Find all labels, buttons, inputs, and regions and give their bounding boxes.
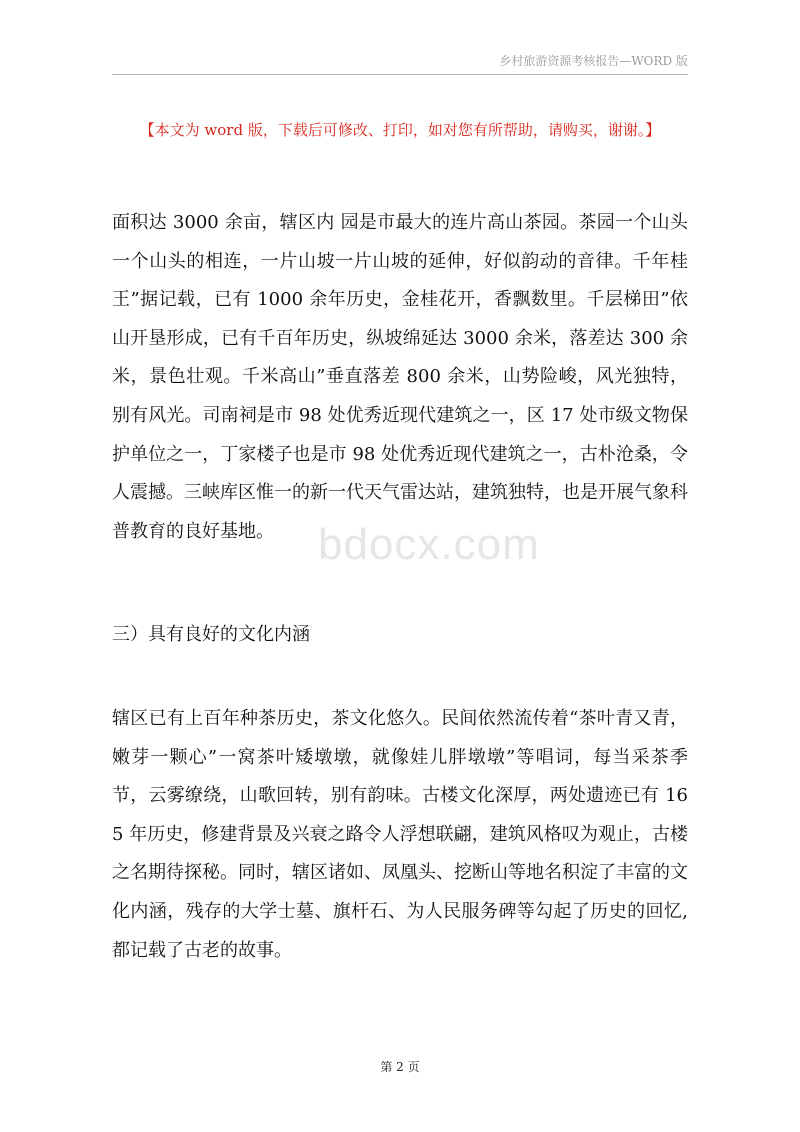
- watermark: bdocx.com: [318, 520, 540, 569]
- body-paragraph-2: 辖区已有上百年种茶历史，茶文化悠久。民间依然流传着“茶叶青又青，嫩芽一颗心”一窝茶叶矮墩墩，就像娃儿胖墩墩”等唱词，每当采茶季节，云雾缭绕，山歌回转，别有韵味。古楼文化深厚，两处遗迹已有 165 年历史，修建背景及兴衰之路令人浮想联翩，建筑风格叹为观止，古楼之名期待探秘。同时，辖区诸如、凤凰头、挖断山等地名积淀了丰富的文化内涵，残存的大学士墓、旗杆石、为人民服务碑等勾起了历史的回忆,都记载了古老的故事。: [112, 708, 688, 961]
- header-title: 乡村旅游资源考核报告—WORD 版: [499, 54, 688, 68]
- body-paragraph-1: 面积达 3000 余亩，辖区内 园是市最大的连片高山茶园。茶园一个山头一个山头的相连，一片山坡一片山坡的延伸，好似韵动的音律。千年桂王”据记载，已有 1000 余年历史，金桂花开，香飘数里。千层梯田”依山开垦形成，已有千百年历史，纵坡绵延达 3000 余米，落差达 300 余米，景色壮观。千米高山”垂直落差 800 余米，山势险峻，风光独特，别有风光。司南祠是市 98 处优秀近现代建筑之一，区 17 处市级文物保护单位之一，丁家楼子也是市 98 处优秀近现代建筑之一，古朴沧桑，令人震撼。三峡库区惟一的新一代天气雷达站，建筑独特，也是开展气象科普教育的良好基地。: [112, 212, 688, 542]
- page-header: [112, 52, 688, 75]
- page-number: 第 2 页: [380, 1060, 420, 1074]
- purchase-notice: 【本文为 word 版，下载后可修改、打印，如对您有所帮助，请购买，谢谢。】: [139, 121, 661, 139]
- section-heading: 三）具有良好的文化内涵: [112, 624, 310, 645]
